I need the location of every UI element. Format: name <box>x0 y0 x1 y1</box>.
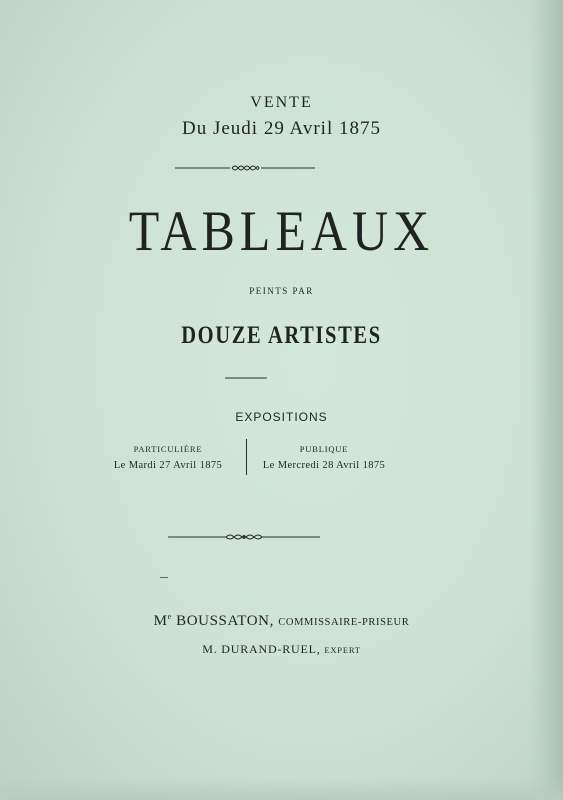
exposition-private-label: PARTICULIÈRE <box>133 444 203 454</box>
subtitle: PEINTS PAR <box>249 286 314 296</box>
ornament-rule-long <box>168 532 320 542</box>
paper-speck <box>160 576 168 579</box>
expert-role: EXPERT <box>324 645 361 655</box>
auctioneer-name: BOUSSATON, <box>176 613 274 629</box>
paper-bottom-shadow <box>0 778 563 800</box>
sale-label: VENTE <box>250 94 313 111</box>
exposition-public <box>250 444 398 471</box>
auctioneer-prefix: M <box>153 613 168 629</box>
expert-line <box>0 642 563 657</box>
exposition-divider <box>246 439 247 475</box>
auctioneer-role: COMMISSAIRE-PRISEUR <box>278 617 410 628</box>
sale-date: Du Jeudi 29 Avril 1875 <box>182 118 381 139</box>
exposition-private <box>88 444 248 471</box>
expositions-heading: EXPOSITIONS <box>235 410 328 424</box>
main-title: TABLEAUX <box>128 198 435 263</box>
expert-name: M. DURAND-RUEL, <box>202 642 321 656</box>
exposition-public-date: Le Mercredi 28 Avril 1875 <box>262 460 386 471</box>
short-rule <box>225 376 267 380</box>
auctioneer-prefix-sup: e <box>167 612 172 621</box>
exposition-public-label: PUBLIQUE <box>299 444 349 454</box>
exposition-private-date: Le Mardi 27 Avril 1875 <box>113 460 223 471</box>
auctioneer-line <box>0 612 563 630</box>
ornament-rule-top <box>175 162 315 174</box>
artists-heading: DOUZE ARTISTES <box>181 322 382 349</box>
